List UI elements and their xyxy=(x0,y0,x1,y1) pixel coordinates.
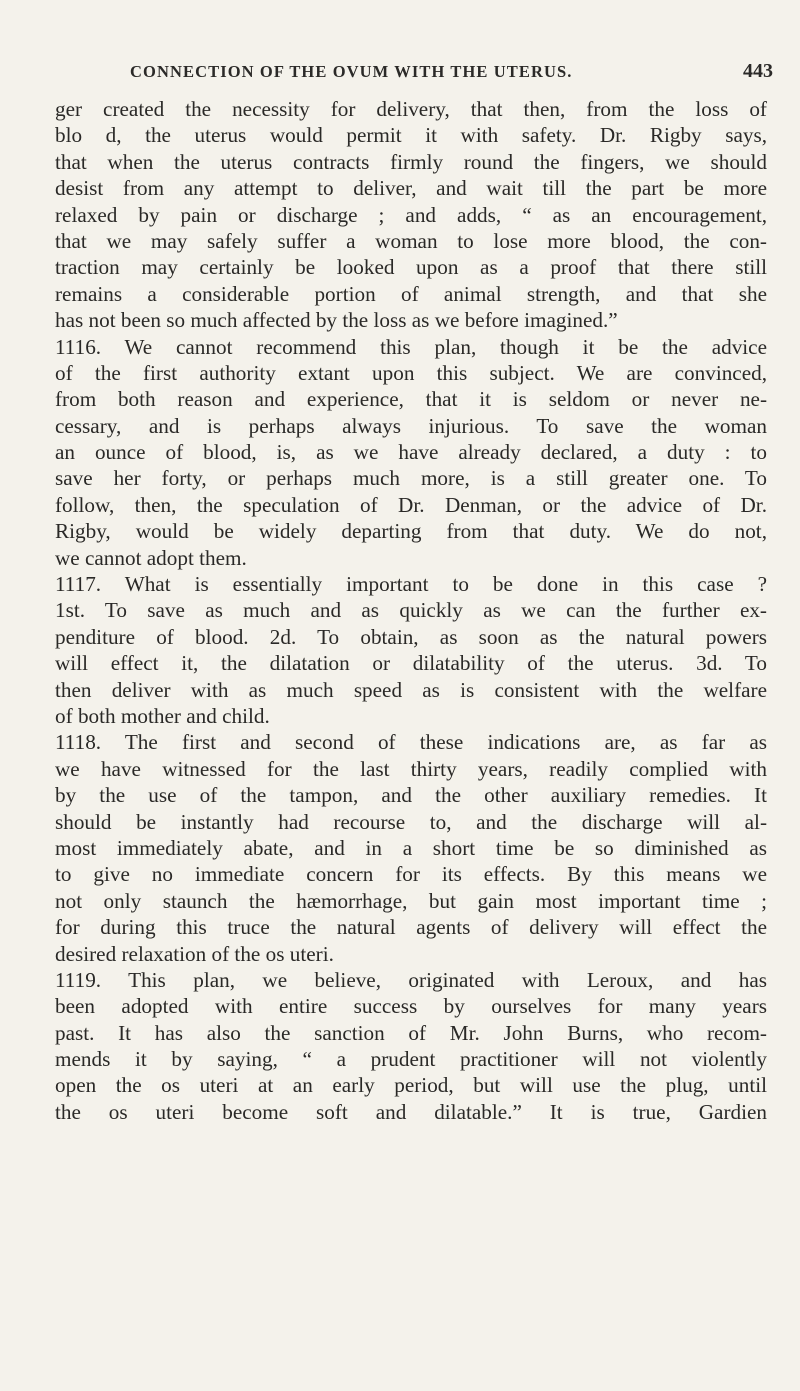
text-line: for during this truce the natural agents of delivery will effect the xyxy=(55,915,767,940)
text-line: we have witnessed for the last thirty years, readily complied with xyxy=(55,756,767,781)
running-title: CONNECTION OF THE OVUM WITH THE UTERUS. xyxy=(130,62,573,81)
text-line: has not been so much affected by the loss as we before imagined.” xyxy=(55,308,618,333)
text-line: to give no immediate concern for its effects. By this means we xyxy=(55,862,767,887)
text-line: save her forty, or perhaps much more, is a still greater one. To xyxy=(55,466,767,491)
page-number: 443 xyxy=(743,60,773,82)
text-line: 1119. This plan, we believe, originated with Leroux, and has xyxy=(55,967,767,992)
text-line: mends it by saying, “ a prudent practitioner will not violently xyxy=(55,1047,767,1072)
text-line: blo d, the uterus would permit it with safety. Dr. Rigby says, xyxy=(55,123,767,148)
text-line: of the first authority extant upon this subject. We are convinced, xyxy=(55,360,767,385)
body-text xyxy=(55,96,767,1125)
text-line: we cannot adopt them. xyxy=(55,545,247,570)
text-line: traction may certainly be looked upon as a proof that there still xyxy=(55,255,767,280)
text-line: follow, then, the speculation of Dr. Denman, or the advice of Dr. xyxy=(55,492,767,517)
text-line: penditure of blood. 2d. To obtain, as soon as the natural powers xyxy=(55,624,767,649)
text-line: an ounce of blood, is, as we have already declared, a duty : to xyxy=(55,440,767,465)
text-line: 1116. We cannot recommend this plan, though it be the advice xyxy=(55,334,767,359)
text-line: desist from any attempt to deliver, and wait till the part be more xyxy=(55,176,767,201)
text-line: from both reason and experience, that it is seldom or never ne- xyxy=(55,387,767,412)
text-line: 1117. What is essentially important to be done in this case ? xyxy=(55,572,767,597)
text-line: will effect it, the dilatation or dilatability of the uterus. 3d. To xyxy=(55,651,767,676)
text-line: past. It has also the sanction of Mr. John Burns, who recom- xyxy=(55,1020,767,1045)
text-line: by the use of the tampon, and the other auxiliary remedies. It xyxy=(55,783,767,808)
text-line: cessary, and is perhaps always injurious. To save the woman xyxy=(55,413,767,438)
text-line: most immediately abate, and in a short time be so diminished as xyxy=(55,835,767,860)
text-line: the os uteri become soft and dilatable.” It is true, Gardien xyxy=(55,1099,767,1124)
text-line: remains a considerable portion of animal strength, and that she xyxy=(55,281,767,306)
text-line: should be instantly had recourse to, and the discharge will al- xyxy=(55,809,767,834)
text-line: relaxed by pain or discharge ; and adds, “ as an encouragement, xyxy=(55,202,767,227)
text-line: Rigby, would be widely departing from that duty. We do not, xyxy=(55,519,767,544)
text-line: open the os uteri at an early period, but will use the plug, until xyxy=(55,1073,767,1098)
text-line: ger created the necessity for delivery, that then, from the loss of xyxy=(55,97,767,121)
text-line: desired relaxation of the os uteri. xyxy=(55,941,334,966)
text-line: not only staunch the hæmorrhage, but gain most important time ; xyxy=(55,888,767,913)
text-line: 1st. To save as much and as quickly as we can the further ex- xyxy=(55,598,767,623)
text-line: 1118. The first and second of these indications are, as far as xyxy=(55,730,767,755)
text-line: then deliver with as much speed as is consistent with the welfare xyxy=(55,677,767,702)
running-head xyxy=(0,62,800,84)
text-line: of both mother and child. xyxy=(55,703,270,728)
text-line: been adopted with entire success by ourselves for many years xyxy=(55,994,767,1019)
text-line: that when the uterus contracts firmly round the fingers, we should xyxy=(55,149,767,174)
text-line: that we may safely suffer a woman to lose more blood, the con- xyxy=(55,228,767,253)
